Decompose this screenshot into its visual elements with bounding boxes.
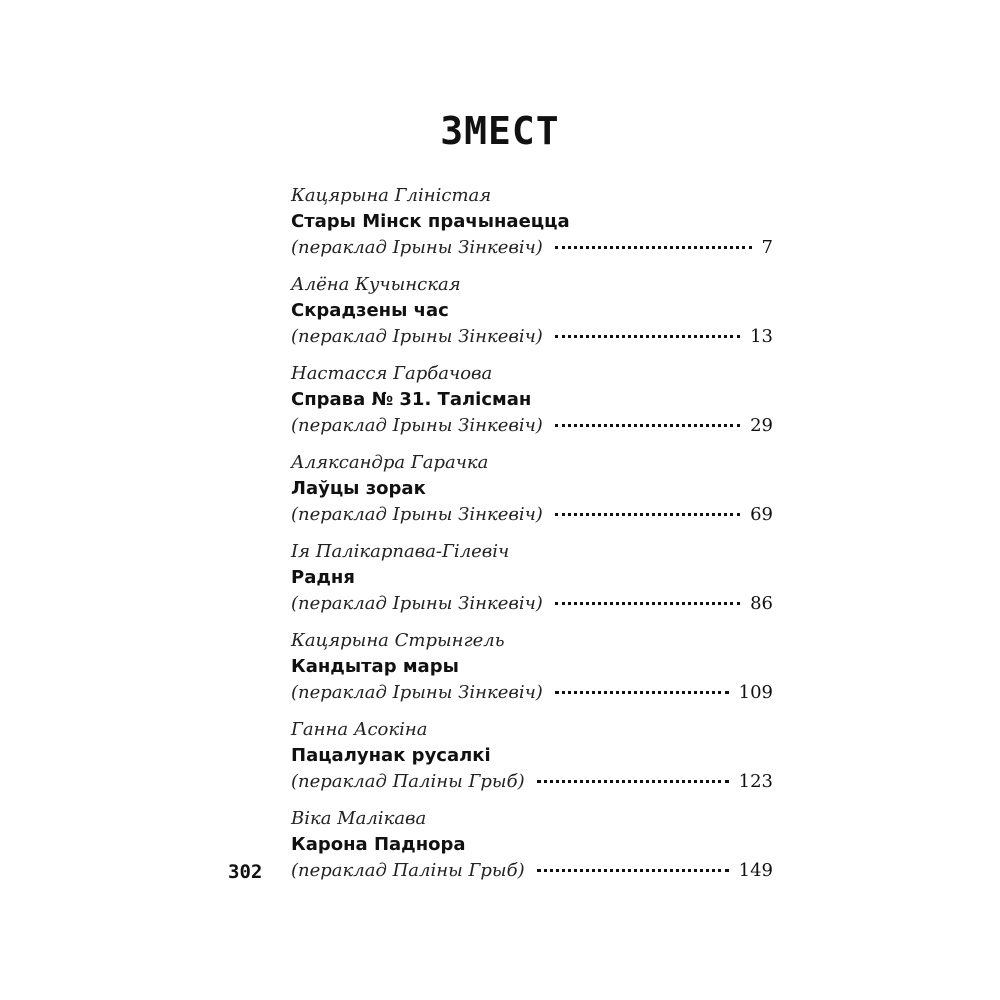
toc-entry <box>291 450 773 539</box>
entry-translator: (пераклад Ірыны Зінкевіч) <box>291 504 543 525</box>
entry-title: Справа № 31. Талісман <box>291 389 532 410</box>
toc-entry <box>291 361 773 450</box>
entry-page-number: 13 <box>750 326 773 347</box>
entry-title: Радня <box>291 567 355 588</box>
entry-translator-line <box>291 324 773 350</box>
entry-page-number: 69 <box>750 504 773 525</box>
table-of-contents <box>291 183 773 895</box>
entry-translator: (пераклад Ірыны Зінкевіч) <box>291 326 543 347</box>
entry-author: Настасся Гарбачова <box>291 363 493 384</box>
entry-translator-line <box>291 858 773 884</box>
entry-author: Ганна Асокіна <box>291 719 428 740</box>
toc-entry <box>291 717 773 806</box>
dot-leader <box>537 855 729 872</box>
toc-entry <box>291 539 773 628</box>
dot-leader <box>555 677 729 694</box>
entry-title: Кандытар мары <box>291 656 459 677</box>
entry-translator-line <box>291 591 773 617</box>
entry-translator-line <box>291 680 773 706</box>
toc-entry <box>291 272 773 361</box>
dot-leader <box>555 499 740 516</box>
dot-leader <box>537 766 729 783</box>
entry-translator-line <box>291 502 773 528</box>
entry-title: Лаўцы зорак <box>291 478 426 499</box>
entry-author: Кацярына Гліністая <box>291 185 492 206</box>
entry-translator: (пераклад Паліны Грыб) <box>291 860 525 881</box>
entry-page-number: 149 <box>738 860 773 881</box>
entry-translator: (пераклад Ірыны Зінкевіч) <box>291 415 543 436</box>
toc-entry <box>291 628 773 717</box>
entry-title: Карона Паднора <box>291 834 466 855</box>
entry-author: Віка Малікава <box>291 808 427 829</box>
entry-author: Алёна Кучынская <box>291 274 461 295</box>
dot-leader <box>555 410 740 427</box>
entry-author: Ія Палікарпава-Гілевіч <box>291 541 510 562</box>
dot-leader <box>555 588 740 605</box>
entry-title: Скрадзены час <box>291 300 449 321</box>
entry-page-number: 29 <box>750 415 773 436</box>
dot-leader <box>555 321 740 338</box>
entry-page-number: 86 <box>750 593 773 614</box>
toc-entry <box>291 806 773 895</box>
page-title: ЗМЕСТ <box>440 109 560 153</box>
entry-author: Аляксандра Гарачка <box>291 452 489 473</box>
entry-translator: (пераклад Ірыны Зінкевіч) <box>291 593 543 614</box>
entry-translator: (пераклад Паліны Грыб) <box>291 771 525 792</box>
entry-page-number: 7 <box>761 237 773 258</box>
entry-author: Кацярына Стрынгель <box>291 630 505 651</box>
page-folio-number: 302 <box>228 861 263 883</box>
entry-translator: (пераклад Ірыны Зінкевіч) <box>291 237 543 258</box>
entry-title: Стары Мінск прачынаецца <box>291 211 570 232</box>
entry-translator: (пераклад Ірыны Зінкевіч) <box>291 682 543 703</box>
entry-page-number: 123 <box>738 771 773 792</box>
entry-page-number: 109 <box>738 682 773 703</box>
entry-translator-line <box>291 235 773 261</box>
dot-leader <box>555 232 752 249</box>
entry-title: Пацалунак русалкі <box>291 745 491 766</box>
entry-translator-line <box>291 769 773 795</box>
toc-entry <box>291 183 773 272</box>
entry-translator-line <box>291 413 773 439</box>
